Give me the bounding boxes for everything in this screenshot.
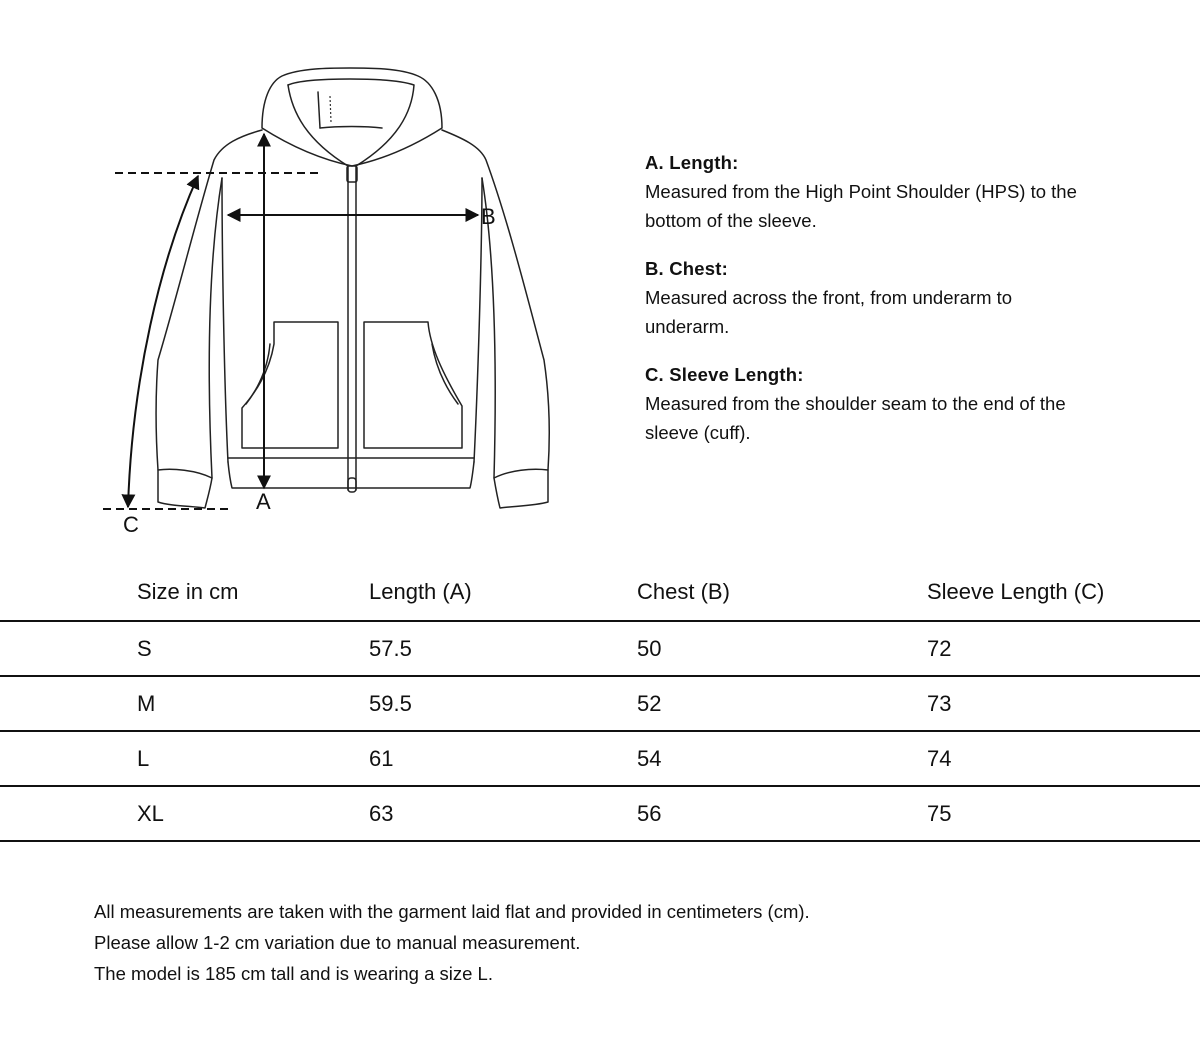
- footnotes: [94, 896, 810, 989]
- hood-drawcord: [330, 96, 331, 122]
- measurement-c-text: Measured from the shoulder seam to the end of the sleeve (cuff).: [645, 393, 1066, 443]
- measurement-b-text: Measured across the front, from underarm to underarm.: [645, 287, 1013, 337]
- measurement-b: [645, 254, 1085, 341]
- cell-size: L: [0, 731, 369, 786]
- hoodie-measurement-diagram: [0, 0, 620, 560]
- cell-length: 57.5: [369, 621, 637, 676]
- header-length: Length (A): [369, 563, 637, 621]
- label-c: C: [123, 512, 139, 537]
- cell-length: 59.5: [369, 676, 637, 731]
- cell-length: 63: [369, 786, 637, 841]
- table-row: [0, 786, 1200, 841]
- header-sleeve-length: Sleeve Length (C): [927, 563, 1200, 621]
- measurement-b-title: B. Chest:: [645, 258, 728, 279]
- cell-length: 61: [369, 731, 637, 786]
- measurement-a-text: Measured from the High Point Shoulder (HPS) to the bottom of the sleeve.: [645, 181, 1077, 231]
- cell-size: S: [0, 621, 369, 676]
- footnote-variation: Please allow 1-2 cm variation due to manual measurement.: [94, 932, 581, 953]
- hoodie-outline: [156, 68, 549, 508]
- cell-sleeve-length: 75: [927, 786, 1200, 841]
- size-chart-table: [0, 563, 1200, 842]
- header-chest: Chest (B): [637, 563, 927, 621]
- cell-size: XL: [0, 786, 369, 841]
- footnote-measurement-method: All measurements are taken with the garment laid flat and provided in centimeters (cm).: [94, 901, 810, 922]
- label-b: B: [481, 204, 496, 229]
- table-header-row: [0, 563, 1200, 621]
- measurement-a-title: A. Length:: [645, 152, 739, 173]
- table-row: [0, 731, 1200, 786]
- cell-chest: 56: [637, 786, 927, 841]
- cell-chest: 52: [637, 676, 927, 731]
- footnote-model-size: The model is 185 cm tall and is wearing a size L.: [94, 963, 493, 984]
- measurement-c: [645, 360, 1085, 447]
- header-size: Size in cm: [0, 563, 369, 621]
- table-row: [0, 621, 1200, 676]
- measurement-descriptions: [645, 148, 1085, 466]
- cell-chest: 50: [637, 621, 927, 676]
- cell-sleeve-length: 72: [927, 621, 1200, 676]
- table-row: [0, 676, 1200, 731]
- cell-size: M: [0, 676, 369, 731]
- measurement-c-title: C. Sleeve Length:: [645, 364, 804, 385]
- cell-sleeve-length: 73: [927, 676, 1200, 731]
- cell-sleeve-length: 74: [927, 731, 1200, 786]
- measurement-a: [645, 148, 1085, 235]
- label-a: A: [256, 489, 271, 514]
- cell-chest: 54: [637, 731, 927, 786]
